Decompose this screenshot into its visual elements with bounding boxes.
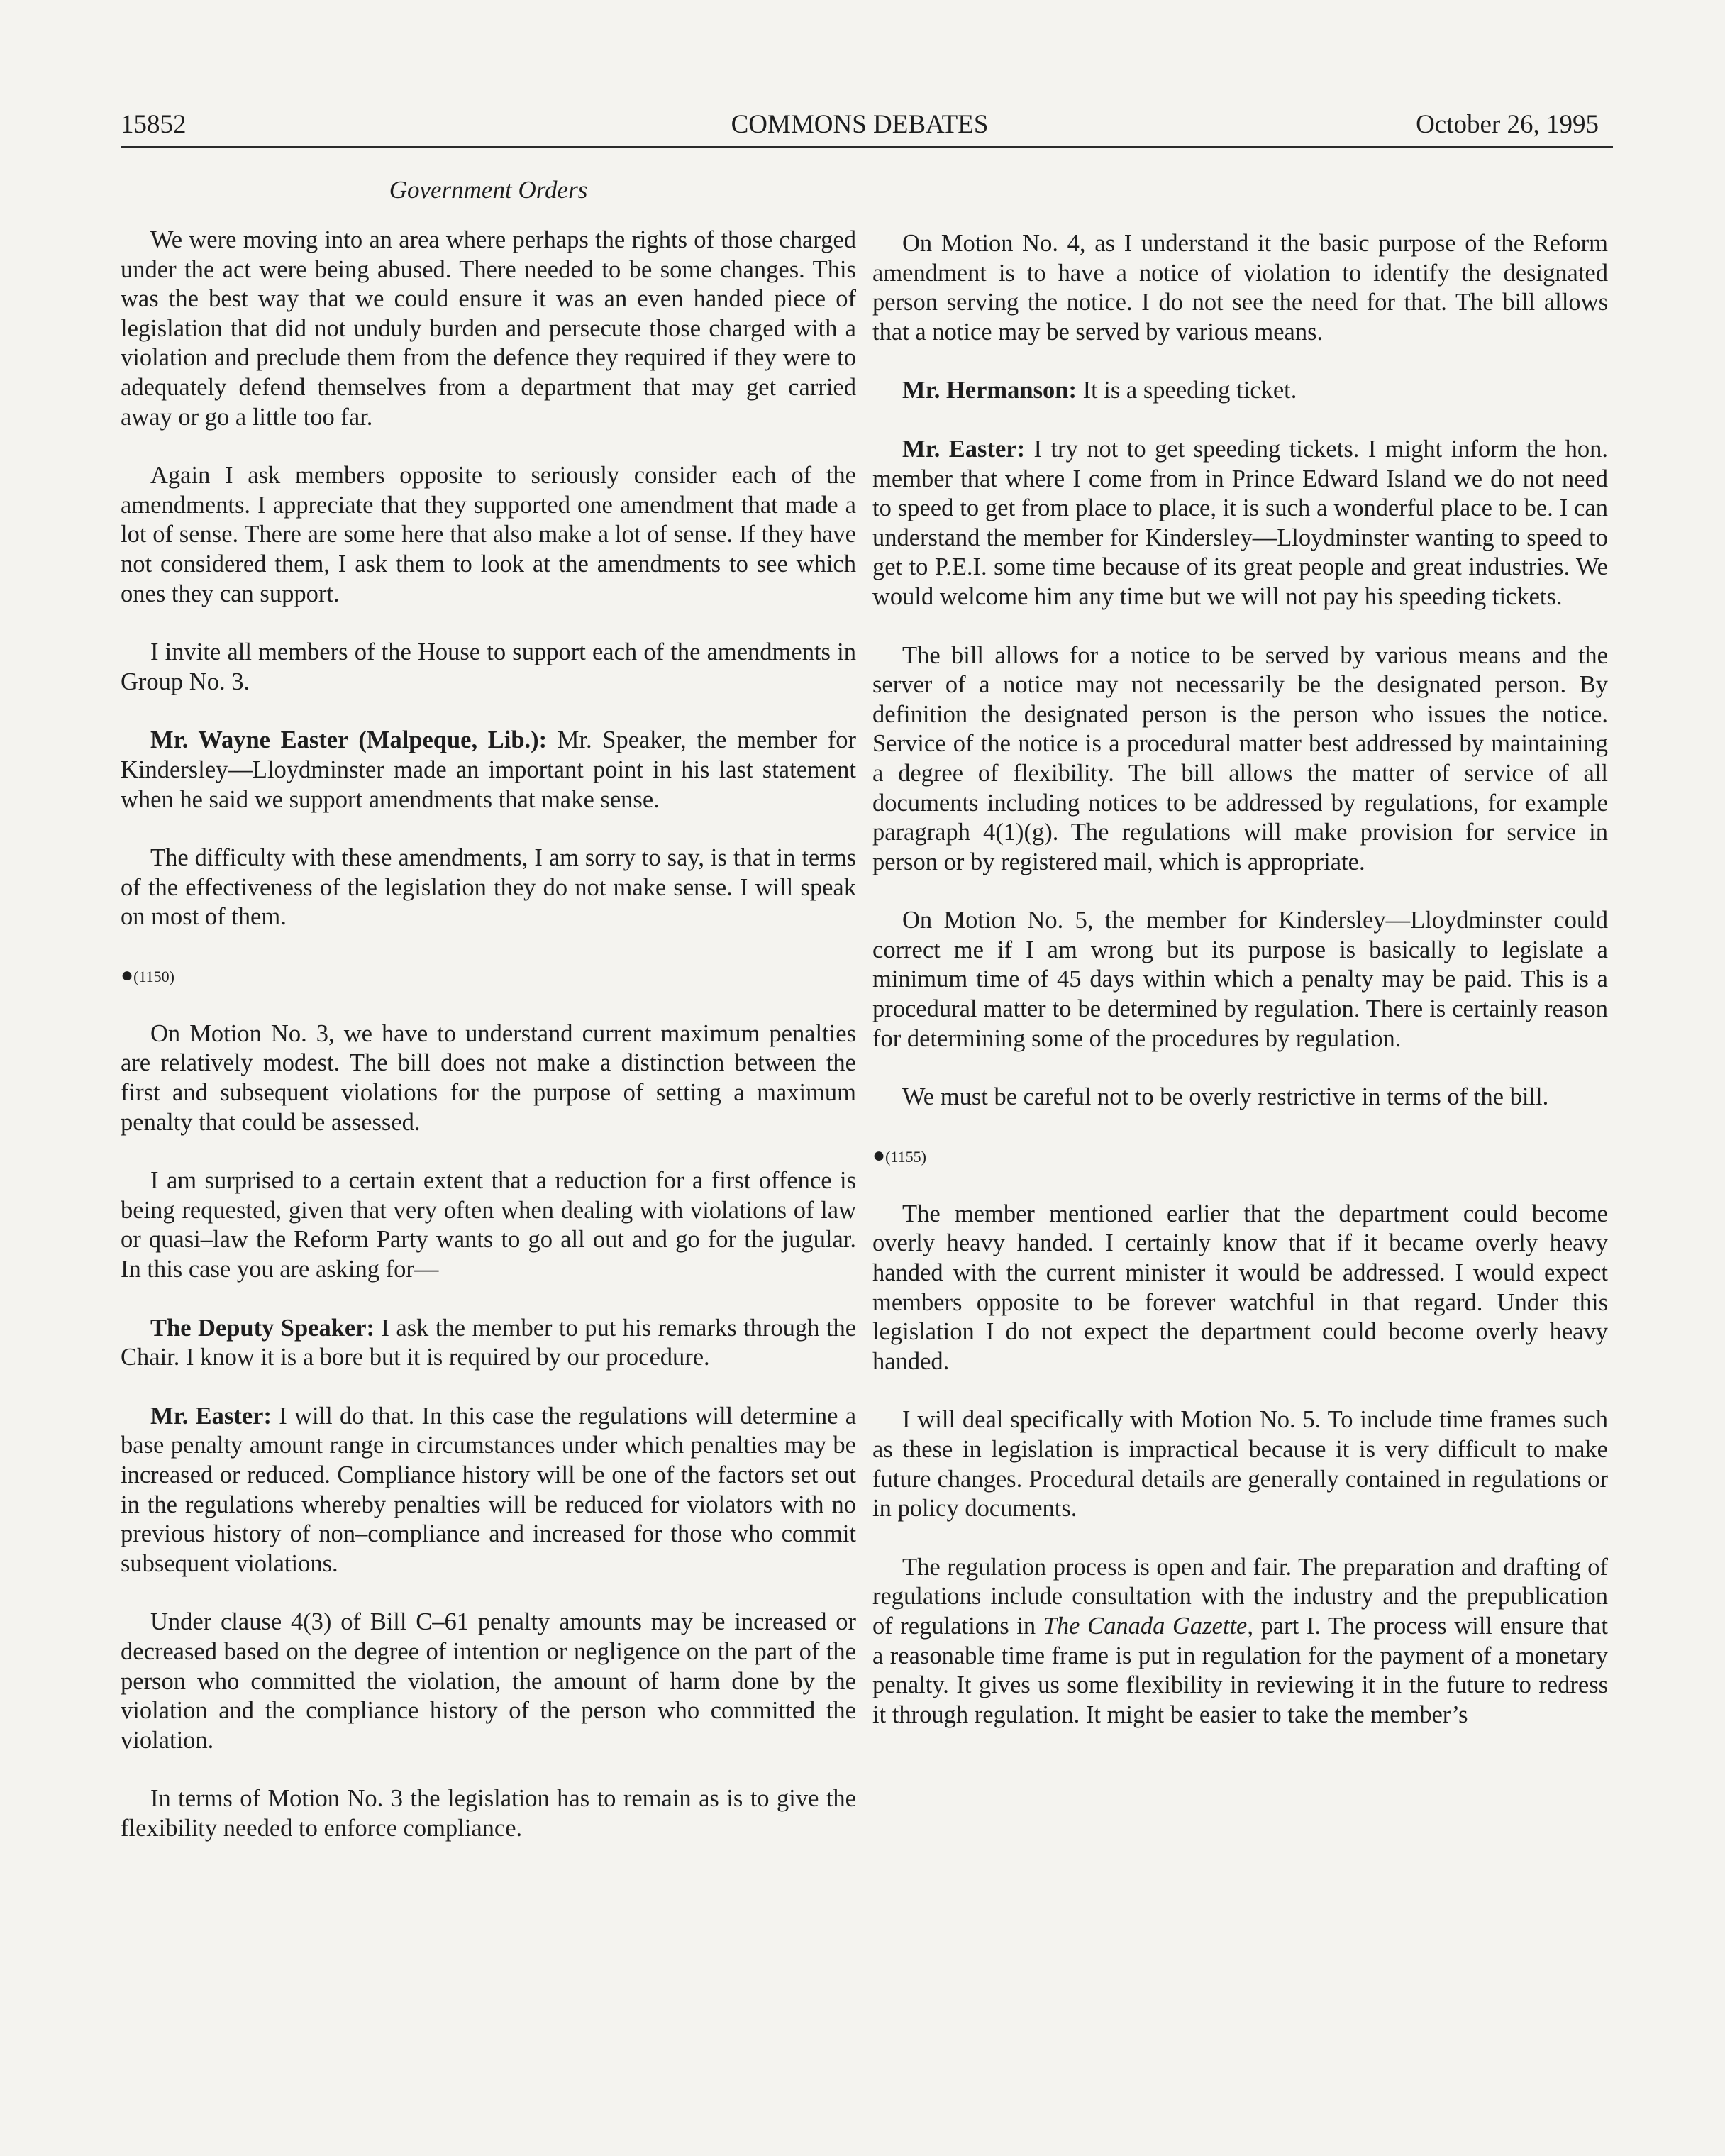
speech-paragraph xyxy=(121,1402,856,1579)
left-column xyxy=(121,226,856,1873)
speaker-name: Mr. Wayne Easter (Malpeque, Lib.): xyxy=(150,726,548,754)
paragraph-text: The regulation process is open and fair. The preparation and drafting of regulations include consultation with the industry and the prepublication of regulations in xyxy=(872,1553,1608,1640)
right-column xyxy=(872,229,1608,1759)
speech-paragraph xyxy=(121,726,856,814)
section-title: Government Orders xyxy=(389,176,588,204)
speech-paragraph xyxy=(872,435,1608,612)
page-number: 15852 xyxy=(121,110,187,139)
speech-text: I try not to get speeding tickets. I might inform the hon. member that where I come from in Prince Edward Island we do not need to speed to get from place to place, it is such a wonderful place to be. I can understand the member for Kindersley—Lloydminster wanting to speed to get to P.E.I. some time because of its great people and great industries. We would welcome him any time but we will not pay his speeding tickets. xyxy=(872,435,1609,610)
header-rule xyxy=(121,146,1613,148)
publication-name: The Canada Gazette xyxy=(1043,1612,1248,1640)
speaker-name: Mr. Hermanson: xyxy=(902,377,1077,404)
bullet-icon: ● xyxy=(872,1143,886,1167)
speech-paragraph xyxy=(872,376,1608,406)
speech-text: I will do that. In this case the regulations will determine a base penalty amount range in circumstances under which penalties may be increased or reduced. Compliance history will be one of the factors set out in the regulations whereby penalties will be reduced for violators with no previous history of non–compliance and increased for those who commit subsequent violations. xyxy=(121,1402,857,1577)
paragraph: Again I ask members opposite to seriously consider each of the amendments. I appreciate that they supported one amendment that made a lot of sense. There are some here that also make a lot of sense. If they have not considered them, I ask them to look at the amendments to see which ones they can support. xyxy=(121,462,856,607)
speech-text: It is a speeding ticket. xyxy=(1082,377,1297,404)
running-header xyxy=(121,105,1599,145)
paragraph-text: , part I. The process will ensure that a reasonable time frame is put in regulation for the payment of a monetary penalty. It gives us some flexibility in reviewing it in the future to redress it through regulation. It might be easier to take the member’s xyxy=(872,1612,1608,1728)
time-marker-label: (1150) xyxy=(133,967,174,985)
time-marker-label: (1155) xyxy=(885,1147,926,1166)
paragraph: On Motion No. 3, we have to understand current maximum penalties are relatively modest. The bill does not make a distinction between the first and subsequent violations for the purpose of setting a maximum penalty that could be assessed. xyxy=(121,1019,856,1136)
time-marker xyxy=(121,961,856,991)
speech-text: I ask the member to put his remarks through the Chair. I know it is a bore but it is required by our procedure. xyxy=(121,1314,857,1371)
publication-title: COMMONS DEBATES xyxy=(731,110,989,139)
speech-text: Mr. Speaker, the member for Kindersley—Lloydminster made an important point in his last statement when he said we support amendments that make sense. xyxy=(121,726,856,813)
paragraph: Under clause 4(3) of Bill C–61 penalty amounts may be increased or decreased based on the degree of intention or negligence on the part of the person who committed the violation, the amount of harm done by the violation and the compliance history of the person who committed the violation. xyxy=(121,1608,856,1754)
time-marker xyxy=(872,1141,1608,1171)
paragraph: I invite all members of the House to support each of the amendments in Group No. 3. xyxy=(121,638,856,695)
speech-paragraph xyxy=(121,1314,856,1373)
bullet-icon: ● xyxy=(121,963,134,987)
sitting-date: October 26, 1995 xyxy=(1416,110,1599,139)
paragraph: The bill allows for a notice to be served by various means and the server of a notice may not necessarily be the designated person. By definition the designated person is the person who issues the notice. Service of the notice is a procedural matter best addressed by maintaining a degree of flexibility. The bill allows the matter of service of all documents including notices to be addressed by regulations, for example paragraph 4(1)(g). The regulations will make provision for service in person or by registered mail, which is appropriate. xyxy=(872,641,1608,875)
paragraph xyxy=(872,1553,1608,1730)
paragraph: I will deal specifically with Motion No. 5. To include time frames such as these in legislation is impractical because it is very difficult to make future changes. Procedural details are generally contained in regulations or in policy documents. xyxy=(872,1406,1608,1522)
paragraph: We must be careful not to be overly restrictive in terms of the bill. xyxy=(902,1083,1549,1111)
paragraph: We were moving into an area where perhaps the rights of those charged under the act were being abused. There needed to be some changes. This was the best way that we could ensure it was an even handed piece of legislation that did not unduly burden and persecute those charged with a violation and preclude them from the defence they required if they were to adequately defend themselves from a department that may get carried away or go a little too far. xyxy=(121,226,856,431)
paragraph: In terms of Motion No. 3 the legislation has to remain as is to give the flexibility needed to enforce compliance. xyxy=(121,1785,856,1842)
paragraph: The difficulty with these amendments, I am sorry to say, is that in terms of the effectiveness of the legislation they do not make sense. I will speak on most of them. xyxy=(121,844,856,931)
paragraph: On Motion No. 5, the member for Kindersley—Lloydminster could correct me if I am wrong but its purpose is basically to legislate a minimum time of 45 days within which a penalty may be paid. This is a procedural matter to be determined by regulation. There is certainly reason for determining some of the procedures by regulation. xyxy=(872,907,1608,1052)
paragraph: On Motion No. 4, as I understand it the basic purpose of the Reform amendment is to have a notice of violation to identify the designated person serving the notice. I do not see the need for that. The bill allows that a notice may be served by various means. xyxy=(872,230,1608,345)
speaker-name: The Deputy Speaker: xyxy=(150,1314,375,1342)
speaker-name: Mr. Easter: xyxy=(902,435,1026,463)
paragraph: I am surprised to a certain extent that a reduction for a first offence is being requested, given that very often when dealing with violations of law or quasi–law the Reform Party wants to go all out and go for the jugular. In this case you are asking for— xyxy=(121,1167,856,1283)
paragraph: The member mentioned earlier that the department could become overly heavy handed. I certainly know that if it became overly heavy handed with the current minister it would be addressed. I would expect members opposite to be forever watchful in that regard. Under this legislation I do not expect the department could become overly heavy handed. xyxy=(872,1200,1608,1375)
speaker-name: Mr. Easter: xyxy=(150,1402,272,1430)
